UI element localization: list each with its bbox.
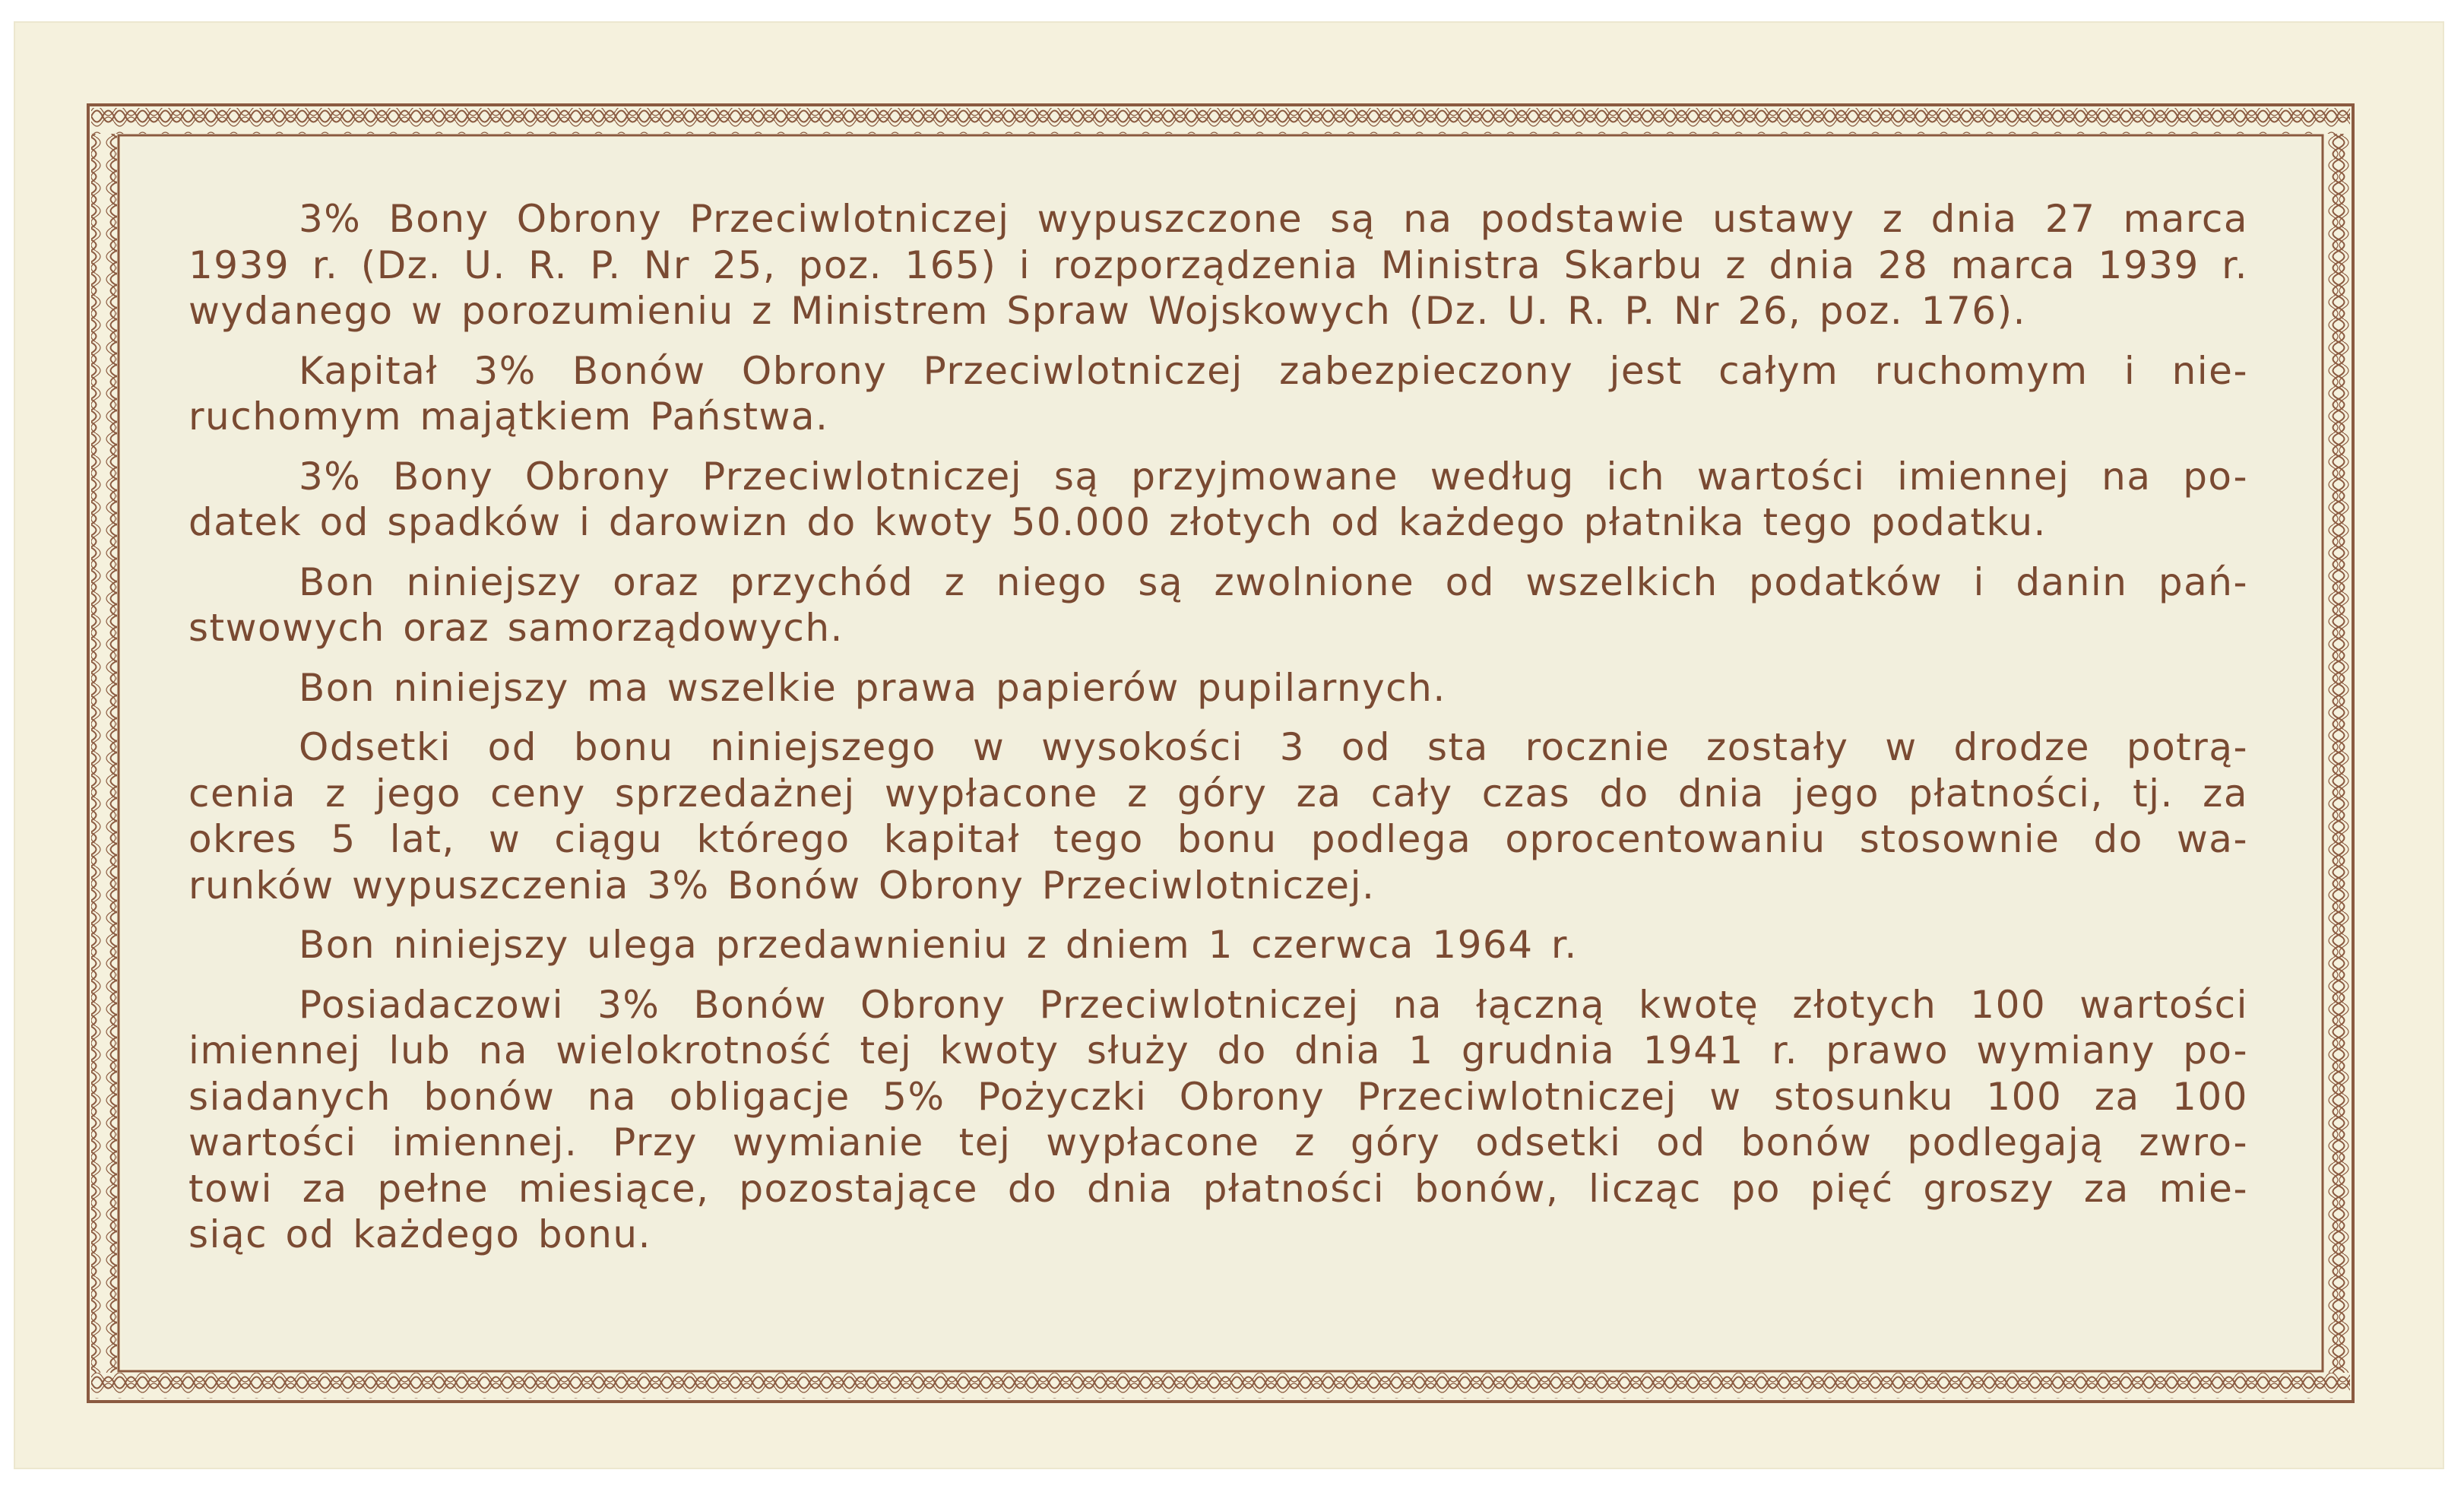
paragraph-capital-security — [188, 348, 2248, 440]
text-line: Bon niniejszy ma wszelkie prawa papierów pupilarnych. — [299, 665, 1446, 710]
text-line: wartości imiennej. Przy wymianie tej wypłacone z góry odsetki od bonów podlegają zwro- — [188, 1120, 2248, 1164]
text-line: 3% Bony Obrony Przeciwlotniczej wypuszczone są na podstawie ustawy z dnia 27 marca — [299, 197, 2248, 241]
text-line: runków wypuszczenia 3% Bonów Obrony Przeciwlotniczej. — [188, 863, 1376, 908]
text-line: 1939 r. (Dz. U. R. P. Nr 25, poz. 165) i rozporządzenia Ministra Skarbu z dnia 28 marca 1939 r. — [188, 242, 2248, 287]
text-line: imiennej lub na wielokrotność tej kwoty służy do dnia 1 grudnia 1941 r. prawo wymiany po- — [188, 1028, 2248, 1072]
text-line: okres 5 lat, w ciągu którego kapitał tego bonu podlega oprocentowaniu stosownie do wa- — [188, 817, 2248, 861]
text-line: Bon niniejszy oraz przychód z niego są zwolnione od wszelkich podatków i danin pań- — [299, 559, 2248, 604]
paragraph-tax-acceptance — [188, 454, 2248, 546]
text-line: Kapitał 3% Bonów Obrony Przeciwlotniczej zabezpieczony jest całym ruchomym i nie- — [299, 348, 2248, 393]
paragraph-legal-basis — [188, 196, 2248, 334]
text-line: ruchomym majątkiem Państwa. — [188, 394, 829, 439]
paragraph-tax-exemption — [188, 559, 2248, 651]
text-line: wydanego w porozumieniu z Ministrem Spraw Wojskowych (Dz. U. R. P. Nr 26, poz. 176). — [188, 289, 2026, 333]
text-line: siąc od każdego bonu. — [188, 1212, 651, 1256]
text-line: stwowych oraz samorządowych. — [188, 606, 844, 650]
text-line: siadanych bonów na obligacje 5% Pożyczki Obrony Przeciwlotniczej w stosunku 100 za 100 — [188, 1074, 2248, 1119]
paragraph-pupillary-rights — [188, 665, 2248, 711]
paragraph-exchange-right — [188, 982, 2248, 1258]
text-line: Bon niniejszy ulega przedawnieniu z dniem 1 czerwca 1964 r. — [299, 923, 1578, 967]
bond-terms-text — [188, 196, 2248, 1272]
text-line: Posiadaczowi 3% Bonów Obrony Przeciwlotniczej na łączną kwotę złotych 100 wartości — [299, 982, 2248, 1027]
text-line: 3% Bony Obrony Przeciwlotniczej są przyjmowane według ich wartości imiennej na po- — [299, 454, 2248, 499]
paragraph-expiry — [188, 922, 2248, 968]
text-line: cenia z jego ceny sprzedażnej wypłacone z góry za cały czas do dnia jego płatności, tj. za — [188, 771, 2248, 816]
text-line: datek od spadków i darowizn do kwoty 50.000 złotych od każdego płatnika tego podatku. — [188, 500, 2047, 544]
paragraph-interest — [188, 724, 2248, 908]
text-line: Odsetki od bonu niniejszego w wysokości 3 od sta rocznie zostały w drodze potrą- — [299, 725, 2248, 769]
text-line: towi za pełne miesiące, pozostające do dnia płatności bonów, licząc po pięć groszy za mie- — [188, 1166, 2248, 1211]
